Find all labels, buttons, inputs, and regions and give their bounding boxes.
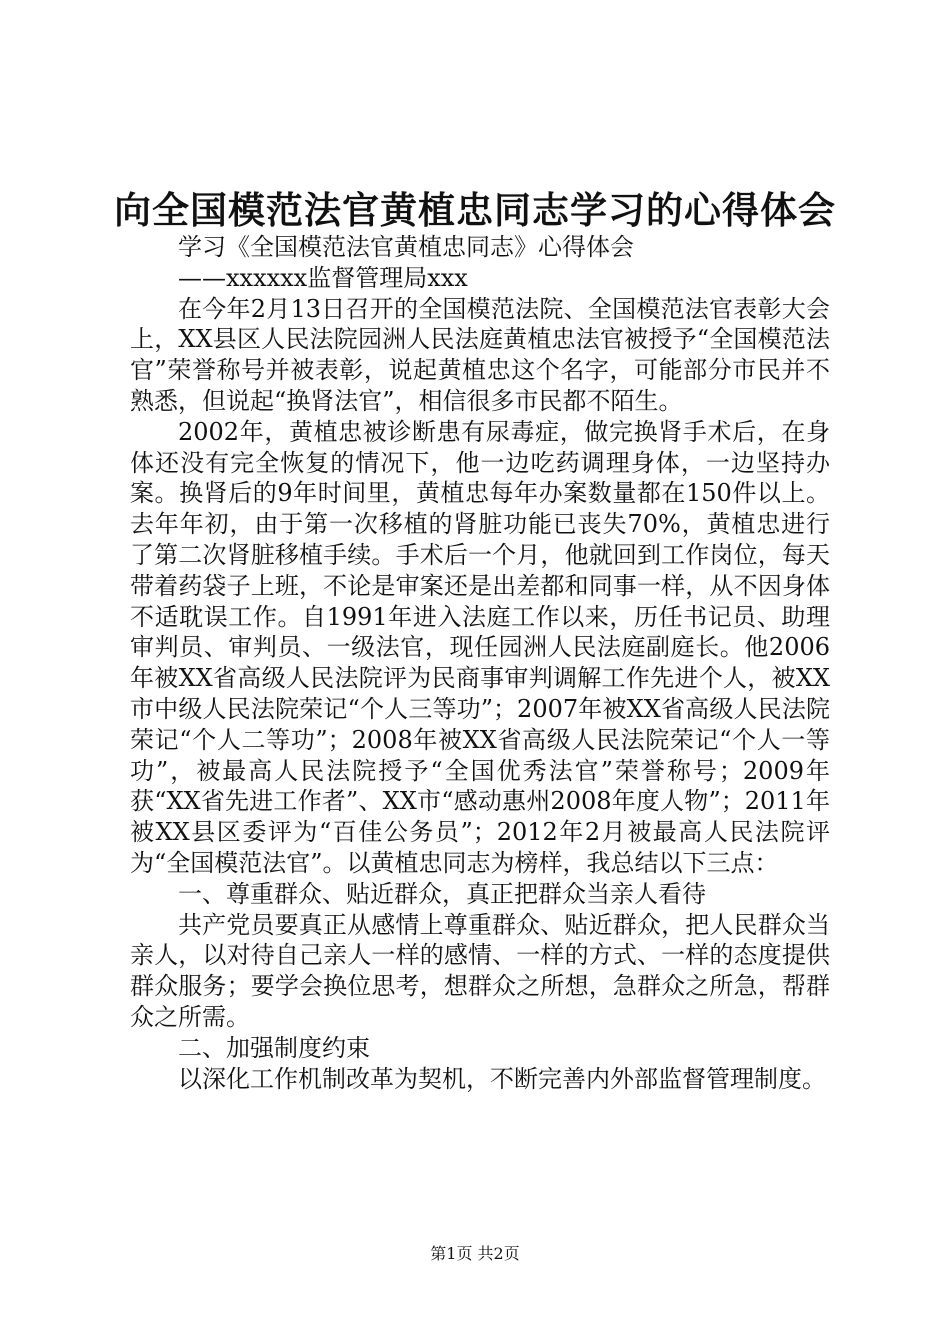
author-line: ——xxxxxx监督管理局xxx xyxy=(178,263,468,292)
section-heading: 二、加强制度约束 xyxy=(178,1033,370,1062)
document-title: 向全国模范法官黄植忠同志学习的心得体会 xyxy=(114,188,836,232)
page-footer: 第1页 共2页 xyxy=(430,1244,520,1263)
document-body xyxy=(130,232,830,1094)
paragraph: 以深化工作机制改革为契机，不断完善内外部监督管理制度。 xyxy=(178,1064,826,1093)
section-heading: 一、尊重群众、贴近群众，真正把群众当亲人看待 xyxy=(178,879,706,908)
subtitle-line: 学习《全国模范法官黄植忠同志》心得体会 xyxy=(178,233,634,261)
paragraph: 在今年2月13日召开的全国模范法院、全国模范法官表彰大会上，XX县区人民法院园洲人民法庭黄植忠法官被授予“全国模范法官”荣誉称号并被表彰，说起黄植忠这个名字，可能部分市民并不熟悉，但说起“换肾法官”，相信很多市民都不陌生。 xyxy=(130,294,830,415)
paragraph: 共产党员要真正从感情上尊重群众、贴近群众，把人民群众当亲人，以对待自己亲人一样的感情、一样的方式、一样的态度提供群众服务；要学会换位思考，想群众之所想，急群众之所急，帮群众之所需。 xyxy=(130,910,830,1031)
paragraph: 2002年，黄植忠被诊断患有尿毒症，做完换肾手术后，在身体还没有完全恢复的情况下，他一边吃药调理身体，一边坚持办案。换肾后的9年时间里，黄植忠每年办案数量都在150件以上。去年年初，由于第一次移植的肾脏功能已丧失70%，黄植忠进行了第二次肾脏移植手续。手术后一个月，他就回到工作岗位，每天带着药袋子上班，不论是审案还是出差都和同事一样，从不因身体不适耽误工作。自1991年进入法庭工作以来，历任书记员、助理审判员、审判员、一级法官，现任园洲人民法庭副庭长。他2006年被XX省高级人民法院评为民商事审判调解工作先进个人，被XX市中级人民法院荣记“个人三等功”；2007年被XX省高级人民法院荣记“个人二等功”；2008年被XX省高级人民法院荣记“个人一等功”，被最高人民法院授予“全国优秀法官”荣誉称号；2009年获“XX省先进工作者”、XX市“感动惠州2008年度人物”；2011年被XX县区委评为“百佳公务员”；2012年2月被最高人民法院评为“全国模范法官”。以黄植忠同志为榜样，我总结以下三点： xyxy=(130,417,830,877)
